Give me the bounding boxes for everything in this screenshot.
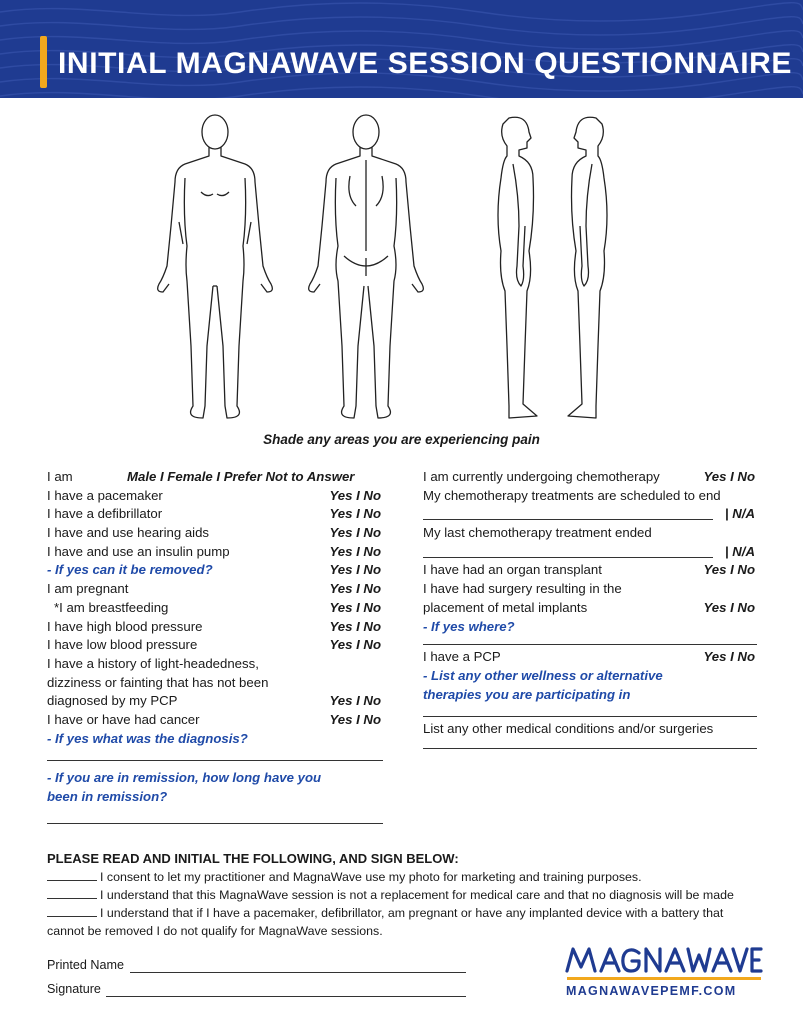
ack-consent-row[interactable] [47,868,767,886]
question-label: diagnosed by my PCP [47,693,178,709]
initial-blank[interactable] [47,868,97,881]
question-label: I am pregnant [47,581,129,597]
followup-prompt: - If yes can it be removed? [47,562,213,578]
pacemaker-row[interactable] [47,487,383,506]
high-bp-row[interactable] [47,618,383,637]
yes-no-choice[interactable]: Yes I No [329,543,381,559]
lightheaded-row-3[interactable] [47,692,383,711]
left-side-body-outline[interactable] [568,117,607,418]
followup-prompt: - List any other wellness or alternative [423,667,663,683]
magnawave-logo [563,943,763,985]
wellness-row-1 [423,667,757,686]
yes-no-choice[interactable]: Yes I No [329,637,381,653]
question-label: I have had an organ transplant [423,562,602,578]
yes-no-choice[interactable]: Yes I No [329,693,381,709]
ack-not-replacement-row[interactable] [47,886,767,904]
question-label: I am currently undergoing chemotherapy [423,469,660,484]
lightheaded-row-2 [47,674,383,693]
remission-row-1 [47,769,383,788]
remission-answer-line[interactable] [47,823,383,824]
na-choice[interactable]: | N/A [724,506,755,522]
signature-line[interactable] [106,996,466,997]
followup-prompt: - If yes where? [423,618,515,634]
ack-text: I understand that if I have a pacemaker, defibrillator, am pregnant or have any implanted device with a battery that [100,906,724,920]
breastfeeding-row[interactable] [47,599,383,618]
pcp-row[interactable] [423,648,757,667]
question-label: dizziness or fainting that has not been [47,674,269,690]
conditions-answer-line[interactable] [423,748,757,749]
hearing-aids-row[interactable] [47,524,383,543]
right-side-body-outline[interactable] [498,117,537,418]
ack-text: I consent to let my practitioner and MagnaWave use my photo for marketing and training purposes. [100,870,642,884]
back-body-outline[interactable] [309,115,424,418]
yes-no-choice[interactable]: Yes I No [329,581,381,597]
conditions-row [423,720,757,739]
ack-pacemaker-row-2 [47,922,767,940]
metal-row-2[interactable] [423,599,757,618]
signature-row[interactable] [47,982,101,996]
question-label: My chemotherapy treatments are scheduled to end [423,487,721,503]
yes-no-choice[interactable]: Yes I No [329,525,381,541]
chemo-last-answer-row[interactable] [423,543,757,562]
printed-name-label: Printed Name [47,958,124,972]
signature-label: Signature [47,982,101,996]
yes-no-choice[interactable]: Yes I No [703,562,755,578]
yes-no-choice[interactable]: Yes I No [329,618,381,634]
gender-label: I am [47,469,73,484]
na-choice[interactable]: | N/A [724,543,755,559]
yes-no-choice[interactable]: Yes I No [329,506,381,522]
yes-no-choice[interactable]: Yes I No [703,599,755,615]
yes-no-choice[interactable]: Yes I No [703,469,755,484]
question-label: I have low blood pressure [47,637,198,653]
question-label: I have had surgery resulting in the [423,581,622,597]
header-banner [0,0,803,98]
chemo-last-row [423,524,757,543]
metal-where-row [423,618,757,637]
accent-bar [40,36,47,88]
question-label: I have and use hearing aids [47,525,210,541]
question-label: My last chemotherapy treatment ended [423,525,652,541]
chemo-last-answer-line[interactable] [423,557,713,558]
chemo-scheduled-answer-line[interactable] [423,519,713,520]
chemo-scheduled-row [423,487,757,506]
yes-no-choice[interactable]: Yes I No [703,649,755,665]
shade-caption: Shade any areas you are experiencing pain [263,432,540,447]
question-label: I have or have had cancer [47,711,200,727]
low-bp-row[interactable] [47,636,383,655]
lightheaded-row-1 [47,655,383,674]
question-label: *I am breastfeeding [54,599,169,615]
remission-row-2 [47,788,383,807]
followup-prompt: - If yes what was the diagnosis? [47,730,248,746]
pump-removable-row[interactable] [47,561,383,580]
followup-prompt: therapies you are participating in [423,686,631,702]
question-label: List any other medical conditions and/or surgeries [423,721,714,737]
question-label: I have a PCP [423,649,501,665]
ack-text: cannot be removed I do not qualify for MagnaWave sessions. [47,924,383,938]
question-label: I have and use an insulin pump [47,543,230,559]
question-label: I have high blood pressure [47,618,203,634]
ack-pacemaker-row[interactable] [47,904,767,922]
body-pain-chart[interactable] [140,110,660,425]
question-label: I have a defibrillator [47,506,163,522]
yes-no-choice[interactable]: Yes I No [329,599,381,615]
defibrillator-row[interactable] [47,505,383,524]
page-title: INITIAL MAGNAWAVE SESSION QUESTIONNAIRE [58,47,793,80]
chemo-scheduled-answer-row[interactable] [423,505,757,524]
question-label: I have a pacemaker [47,487,163,503]
followup-prompt: been in remission? [47,789,168,804]
acknowledgement-title: PLEASE READ AND INITIAL THE FOLLOWING, AND SIGN BELOW: [47,851,459,866]
initial-blank[interactable] [47,904,97,917]
metal-row-1 [423,580,757,599]
gender-options[interactable]: Male I Female I Prefer Not to Answer [127,469,355,484]
question-label: placement of metal implants [423,599,588,615]
initial-blank[interactable] [47,886,97,899]
followup-prompt: - If you are in remission, how long have you [47,770,322,786]
wellness-row-2 [423,686,757,705]
question-label: I have a history of light-headedness, [47,655,259,671]
left-question-column [47,468,383,824]
acknowledgement-section [47,850,767,940]
cancer-row[interactable] [47,711,383,730]
organ-transplant-row[interactable] [423,561,757,580]
yes-no-choice[interactable]: Yes I No [329,487,381,503]
printed-name-row[interactable] [47,958,124,972]
printed-name-line[interactable] [130,972,466,973]
logo-url: MAGNAWAVEPEMF.COM [566,984,737,998]
right-question-column [423,468,757,749]
pregnant-row[interactable] [47,580,383,599]
chemo-current-row[interactable] [423,468,757,487]
diagnosis-row [47,730,383,749]
front-body-outline[interactable] [158,115,273,418]
yes-no-choice[interactable]: Yes I No [329,562,381,578]
ack-text: I understand that this MagnaWave session is not a replacement for medical care and that no diagnosis will be made [100,888,734,902]
insulin-pump-row[interactable] [47,543,383,562]
yes-no-choice[interactable]: Yes I No [329,711,381,727]
gender-row[interactable] [47,468,383,487]
